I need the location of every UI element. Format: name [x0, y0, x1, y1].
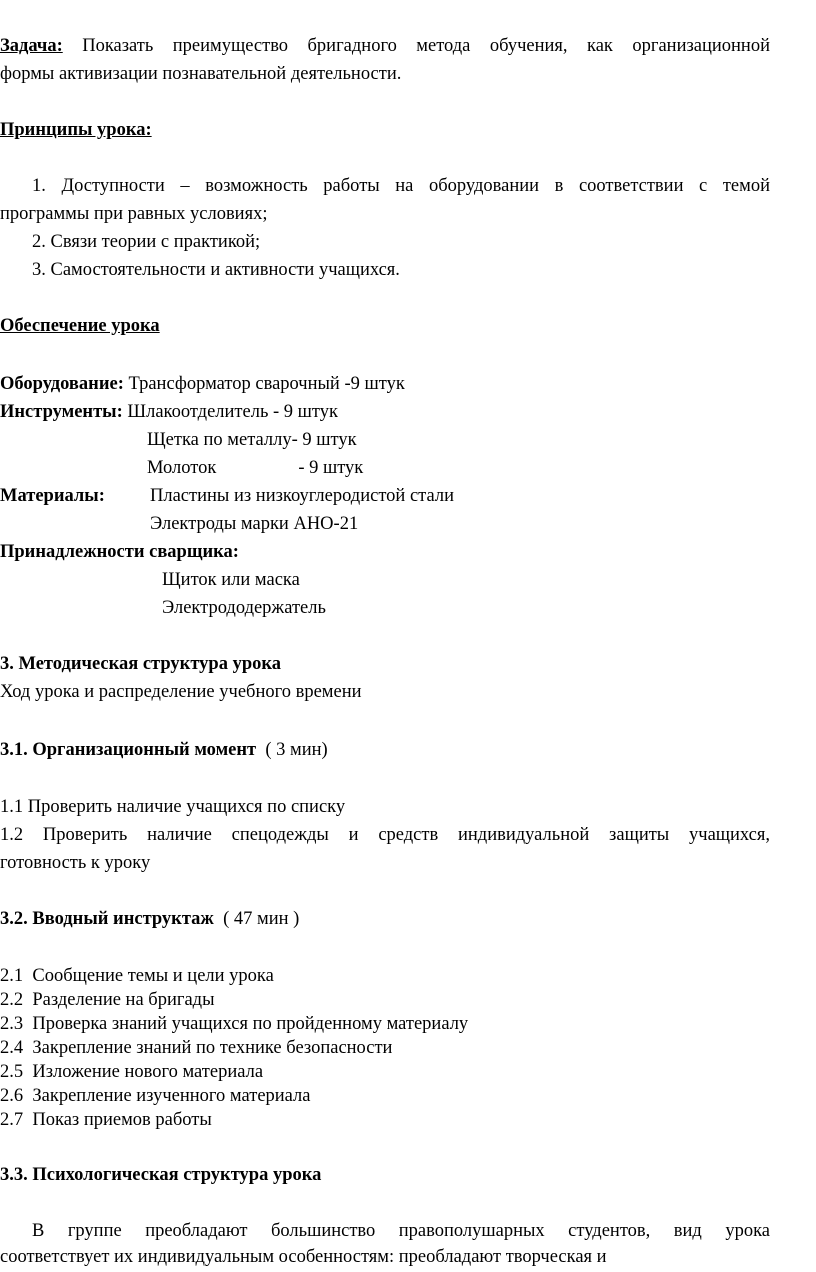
accessory-item: Электрододержатель	[162, 598, 326, 618]
tool-item: Шлакоотделитель - 9 штук	[127, 402, 339, 422]
hammer-qty: - 9 штук	[298, 458, 364, 478]
equipment-line	[0, 372, 405, 396]
tool-item-hammer	[147, 456, 363, 480]
principle-item-1-cont: программы при равных условиях;	[0, 204, 268, 224]
hammer-name: Молоток	[147, 458, 217, 478]
principle-item-3: 3. Самостоятельности и активности учащихся.	[32, 260, 400, 280]
organizational-item-2: 1.2 Проверить наличие спецодежды и средств индивидуальной защиты учащихся,	[0, 825, 770, 845]
organizational-time: ( 3 мин)	[265, 740, 328, 760]
tools-label: Инструменты:	[0, 402, 123, 422]
organizational-item-1: 1.1 Проверить наличие учащихся по списку	[0, 797, 346, 817]
materials-label: Материалы:	[0, 486, 105, 506]
task-line-1	[0, 34, 770, 58]
list-item: 2.7 Показ приемов работы	[0, 1110, 212, 1130]
introductory-heading-line	[0, 907, 299, 931]
psychological-text-1: В группе преобладают большинство правополушарных студентов, вид урока	[32, 1221, 770, 1241]
introductory-heading: 3.2. Вводный инструктаж	[0, 909, 214, 929]
list-item: 2.5 Изложение нового материала	[0, 1062, 264, 1082]
equipment-value: Трансформатор сварочный -9 штук	[128, 374, 405, 394]
task-line-2: формы активизации познавательной деятельности.	[0, 64, 402, 84]
organizational-heading-line	[0, 738, 328, 762]
tools-line	[0, 400, 338, 424]
accessories-label: Принадлежности сварщика:	[0, 542, 239, 562]
organizational-item-2-cont: готовность к уроку	[0, 853, 151, 873]
task-label: Задача:	[0, 36, 63, 56]
accessory-item: Щиток или маска	[162, 570, 300, 590]
list-item: 2.6 Закрепление изученного материала	[0, 1086, 311, 1106]
principles-heading: Принципы урока:	[0, 120, 152, 140]
material-item: Электроды марки АНО-21	[150, 514, 359, 534]
methodical-subheading: Ход урока и распределение учебного времени	[0, 682, 362, 702]
material-item: Пластины из низкоуглеродистой стали	[150, 486, 454, 506]
list-item: 2.2 Разделение на бригады	[0, 990, 215, 1010]
psychological-text-2: соответствует их индивидуальным особенностям: преобладают творческая и	[0, 1247, 607, 1267]
equipment-label: Оборудование:	[0, 374, 124, 394]
introductory-time: ( 47 мин )	[223, 909, 300, 929]
provision-heading: Обеспечение урока	[0, 316, 160, 336]
organizational-heading: 3.1. Организационный момент	[0, 740, 257, 760]
list-item: 2.4 Закрепление знаний по технике безопасности	[0, 1038, 393, 1058]
principle-item-2: 2. Связи теории с практикой;	[32, 232, 261, 252]
tool-item: Щетка по металлу- 9 штук	[147, 430, 357, 450]
list-item: 2.1 Сообщение темы и цели урока	[0, 966, 274, 986]
psychological-heading: 3.3. Психологическая структура урока	[0, 1165, 322, 1185]
methodical-heading: 3. Методическая структура урока	[0, 654, 282, 674]
principle-item-1: 1. Доступности – возможность работы на оборудовании в соответствии с темой	[32, 176, 770, 196]
task-text-1: Показать преимущество бригадного метода обучения, как организационной	[82, 36, 770, 56]
list-item: 2.3 Проверка знаний учащихся по пройденному материалу	[0, 1014, 469, 1034]
